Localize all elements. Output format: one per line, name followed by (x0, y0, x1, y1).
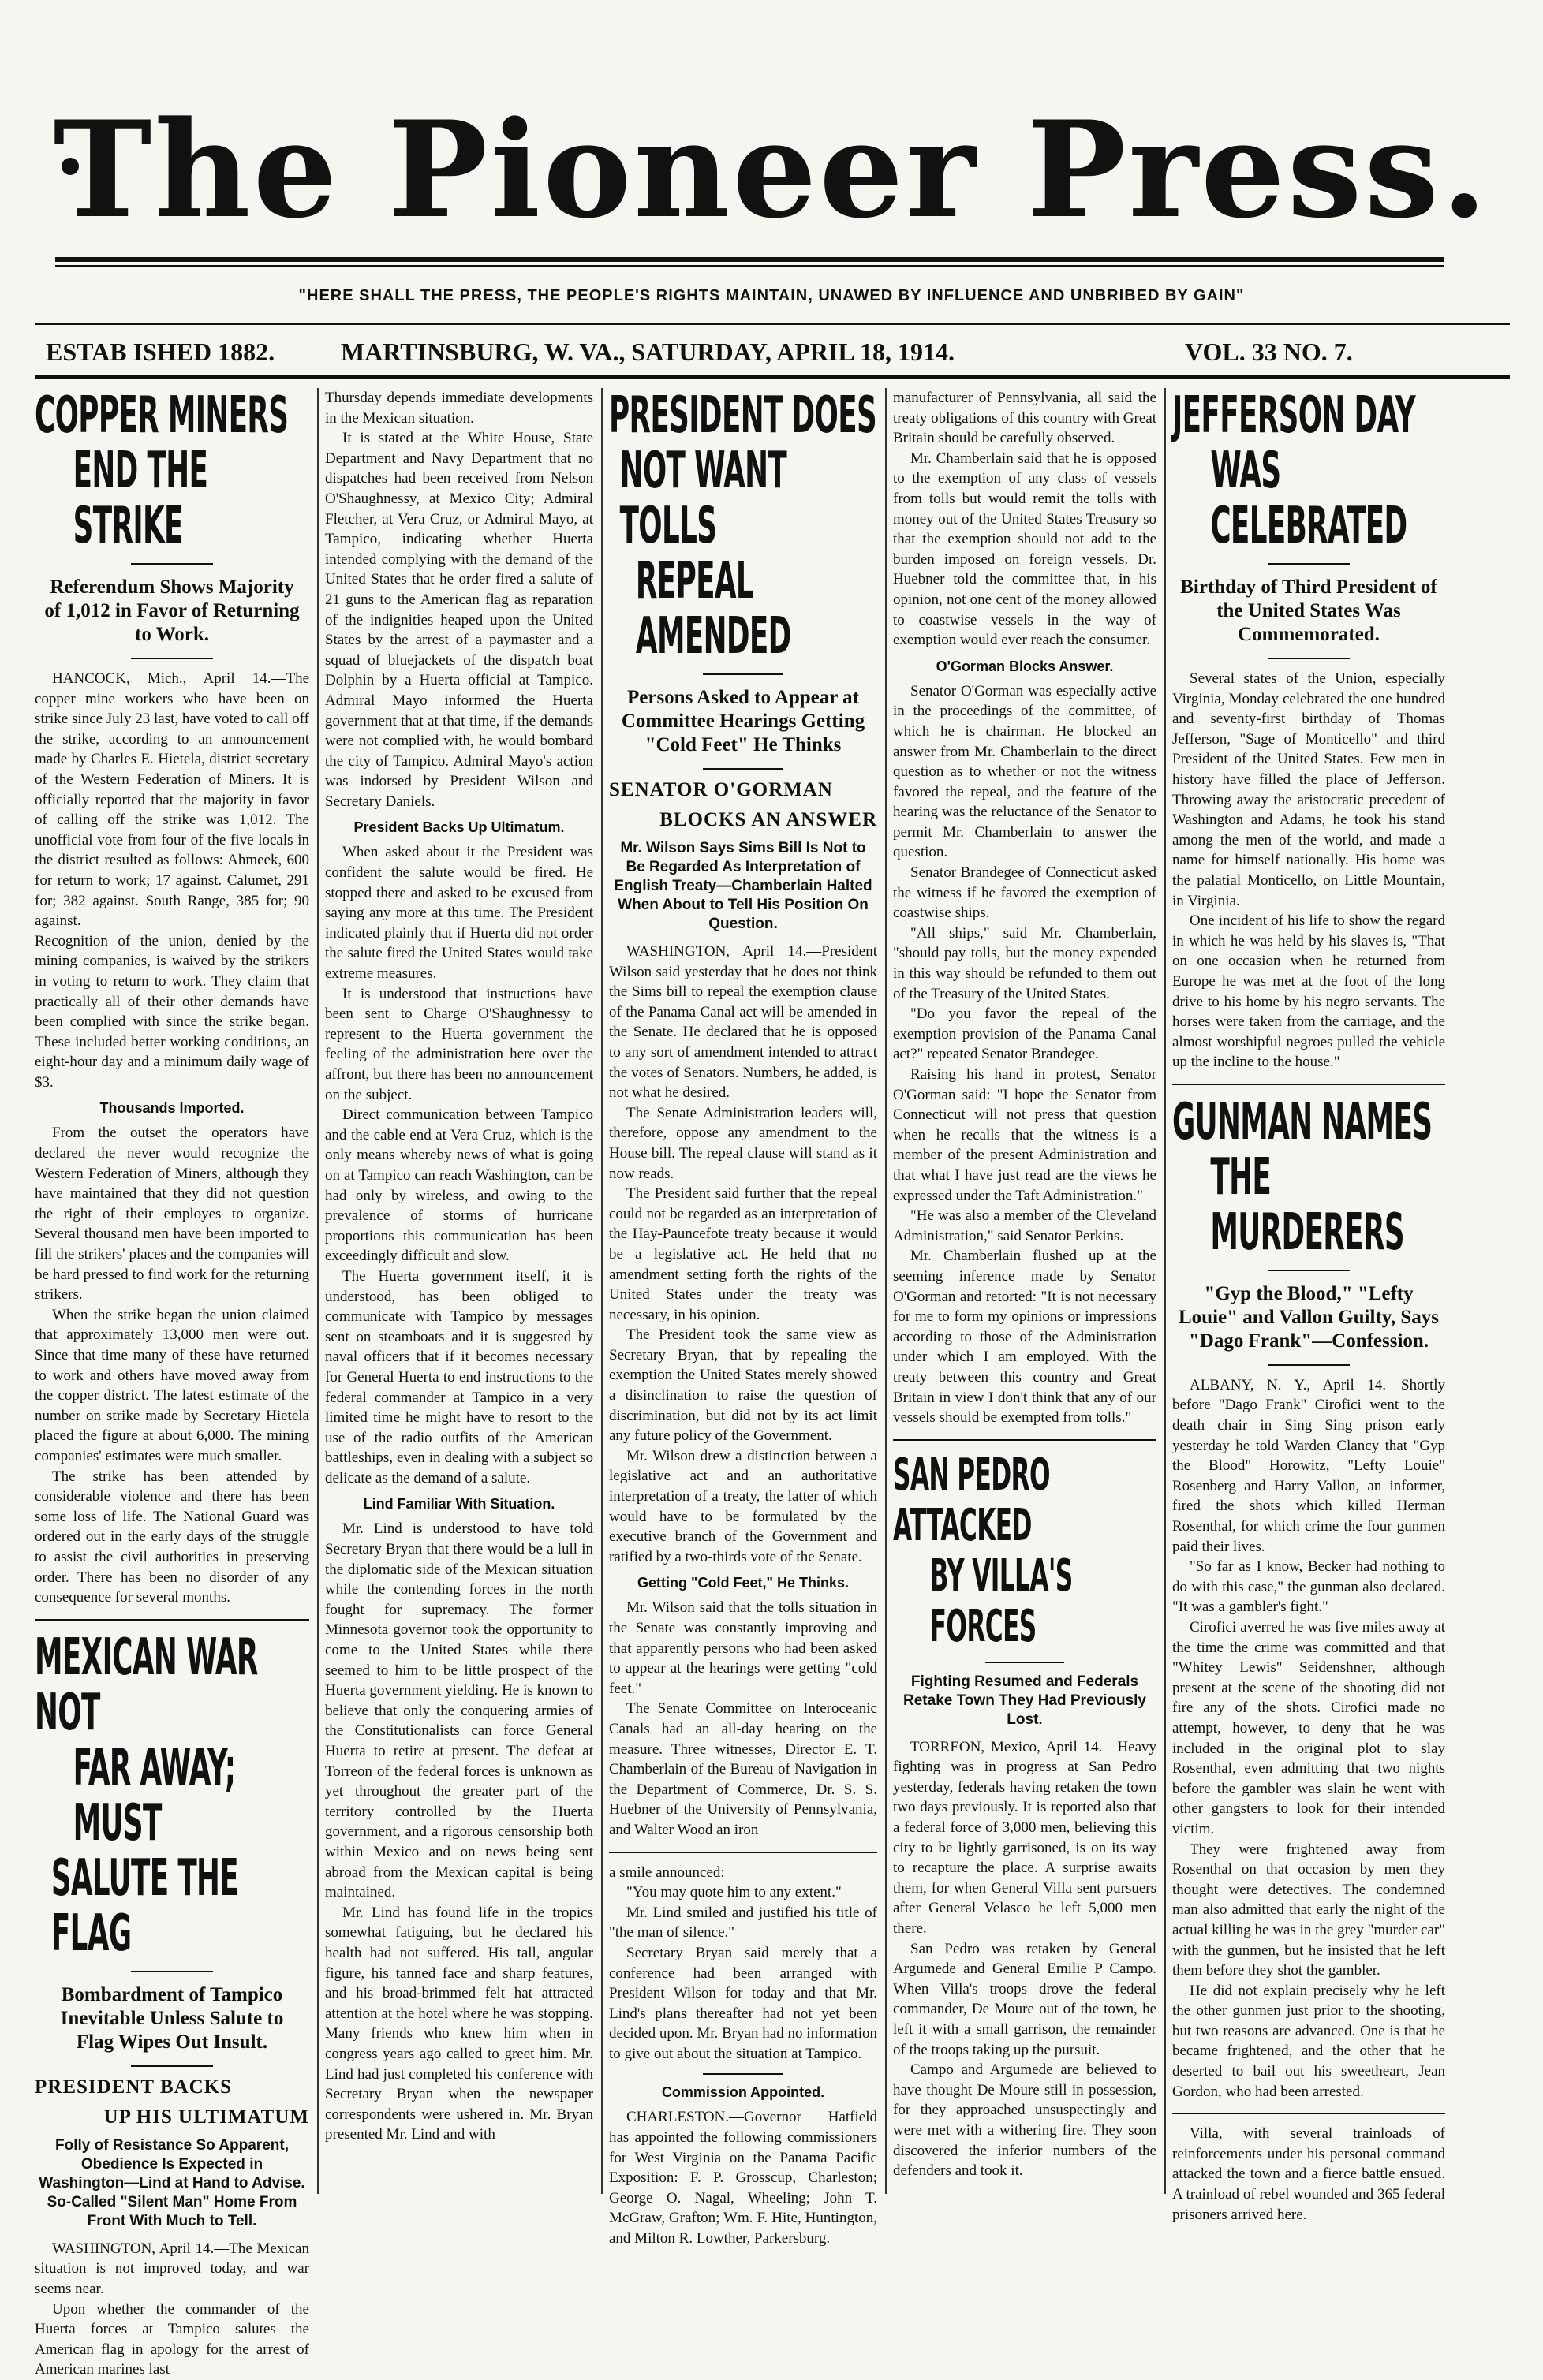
divider (703, 768, 783, 770)
subhead: Lind Familiar With Situation. (363, 1496, 555, 1513)
divider (703, 2073, 783, 2075)
headline-san-pedro (893, 1450, 1156, 1652)
divider (35, 1619, 309, 1621)
article-paragraph: San Pedro was retaken by General Argumede and General Emilie P Campo. When Villa's troops drove the federal commander, De Moure out of the town, he left it with a small garrison, the remainder of the troops taking up the pursuit. (893, 1940, 1156, 2058)
article-paragraph: TORREON, Mexico, April 14.—Heavy fighting was in progress at San Pedro yesterday, federals having retaken the town two days previously. It is reported also that a federal force of 3,000 men, believing this city to be lightly garrisoned, is on its way to recapture the place. A surprise awaits them, for when General Villa sent pursuers after General Velasco he left 5,000 men there. (893, 1738, 1156, 1938)
deck-gunman-names: "Gyp the Blood," "Lefty Louie" and Vallon Guilty, Says "Dago Frank"—Confession. (1179, 1282, 1439, 1352)
article-paragraph: Mr. Chamberlain flushed up at the seeming inference made by Senator O'Gorman and retorted: "It is not necessary for me to form my opinions or impressions according to those of the Administration under which I am employed. With the treaty between this country and Great Britain in view I don't think that any of our vessels should be exempted from tolls." (893, 1248, 1156, 1427)
article-paragraph: It is understood that instructions have been sent to Charge O'Shaughnessy to represent to the Huerta government the feeling of the administration here over the affront, but there has been no announcement on the subject. (325, 985, 593, 1103)
subhead: Thousands Imported. (99, 1100, 245, 1117)
headline-president-backs: PRESIDENT BACKS (35, 2076, 233, 2098)
article-paragraph: Senator O'Gorman was especially active in the proceedings of the committee, of which he is chairman. He blocked an answer from Mr. Chamberlain to the direct question as to whether or not the witness favored the repeal, and the feature of the hearing was the reluctance of the Senator to permit Mr. Chamberlain to answer the question. (893, 682, 1156, 861)
article-paragraph: "He was also a member of the Cleveland Administration," said Senator Perkins. (893, 1207, 1156, 1244)
headline-mexican-war (35, 1630, 308, 1961)
article-paragraph: Mr. Lind has found life in the tropics somewhat fatiguing, but he declared his health had not suffered. His tall, angular figure, his tanned face and sharp features, and his broad-brimmed felt hat attracted attention at the hotel where he was stopping. Many friends who knew him when in congress years ago called to greet him. Mr. Lind had just completed his conference with Secretary Bryan when the newspaper correspondents were ushered in. Mr. Bryan presented Mr. Lind and with (325, 1904, 593, 2143)
deck-copper-miners: Referendum Shows Majority of 1,012 in Favor of Returning to Work. (44, 576, 300, 645)
article-paragraph: Senator Brandegee of Connecticut asked the witness if he favored the exemption of coastwise ships. (893, 864, 1156, 922)
column-5 (1172, 386, 1445, 2223)
headline-line: NOT WANT TOLLS (619, 442, 787, 555)
headline-line: GUNMAN NAMES (1172, 1092, 1433, 1151)
dateline-established: ESTAB ISHED 1882. (46, 338, 275, 366)
headline-line: MEXICAN WAR NOT (35, 1628, 258, 1742)
dateline-volume: VOL. 33 NO. 7. (1185, 338, 1353, 366)
article-paragraph: "All ships," said Mr. Chamberlain, "should pay tolls, but the money expended in this way should be refunded to them out of the Treasury of the United States. (893, 924, 1156, 1002)
deck-president-tolls: Persons Asked to Appear at Committee Hearings Getting "Cold Feet" He Thinks (621, 687, 865, 755)
subhead: Getting "Cold Feet," He Thinks. (637, 1575, 850, 1591)
article-paragraph: He did not explain precisely why he left the other gunmen just prior to the shooting, but two reasons are advanced. One is that he became frightened, and the other that he deserted to bail out his sweetheart, Jean Gordon, who had been arrested. (1172, 1982, 1445, 2100)
dateline-location-date: MARTINSBURG, W. VA., SATURDAY, APRIL 18, 1914. (341, 338, 955, 366)
subhead: Commission Appointed. (661, 2084, 825, 2101)
column-rule-2 (601, 388, 603, 2194)
subhead: President Backs Up Ultimatum. (353, 819, 565, 836)
headline-senator-ogorman-2: BLOCKS AN ANSWER (659, 809, 877, 830)
article-paragraph: Mr. Wilson said that the tolls situation in the Senate was constantly improving and that apparently persons who had been asked to appear at the hearings were getting "cold feet." (609, 1599, 877, 1697)
article-paragraph: The Huerta government itself, it is understood, has been obliged to communicate with Tampico by messages sent on steamboats and it is suggested by naval officers that if it becomes necessary for General Huerta to end instructions to the federal commander at Tampico in a very limited time he might have to resort to the use of the radio outfits of the American battleships, even in dealing with a subject so delicate as the demand of a salute. (325, 1267, 593, 1487)
headline-line: THE MURDERERS (1210, 1147, 1404, 1262)
divider (893, 1439, 1156, 1441)
headline-line: REPEAL AMENDED (635, 552, 791, 666)
column-1 (35, 386, 309, 2378)
article-paragraph: Secretary Bryan said merely that a conference had been arranged with President Wilson for today and that Mr. Lind's plans thereafter had not yet been decided upon. Mr. Bryan had no information to give out about the situation at Tampico. (609, 1944, 877, 2062)
headline-president-backs-2: UP HIS ULTIMATUM (103, 2106, 309, 2128)
deck-san-pedro: Fighting Resumed and Federals Retake Town They Had Previously Lost. (903, 1673, 1146, 1728)
headline-line: WAS CELEBRATED (1210, 442, 1407, 555)
article-paragraph: Several states of the Union, especially Virginia, Monday celebrated the one hundred and seventy-first birthday of Thomas Jefferson, "Sage of Monticello" and third President of the United States. Few men in history have filled the place of Jefferson. Throwing away the aristocratic precedent of Washington and Adams, he took his stand among the men of the world, and made a name for himself nationally. His home was the palatial Monticello, on Little Mountain, in Virginia. (1172, 670, 1445, 909)
divider (609, 1852, 877, 1853)
article-paragraph: The strike has been attended by considerable violence and there has been some loss of life. The National Guard was ordered out in the early days of the struggle to assist the civil authorities in preserving order. There has been no disorder of any consequence for several months. (35, 1468, 309, 1606)
article-paragraph: a smile announced: (609, 1863, 725, 1881)
article-paragraph: They were frightened away from Rosenthal on that occasion by men they thought were detectives. The condemned man also admitted that early the night of the actual killing he was in the grey "murder car" with the gunmen, but he insisted that he left them before they shot the gambler. (1172, 1841, 1445, 1979)
article-paragraph: The Senate Administration leaders will, therefore, oppose any amendment to the House bill. The repeal clause will stand as it now reads. (609, 1104, 877, 1182)
article-paragraph: Direct communication between Tampico and the cable end at Vera Cruz, which is the only means whereby news of what is going on at Tampico can reach Washington, can be had only by wireless, and owing to the prevalence of storms of hurricane proportions this communication has been exceedingly difficult and slow. (325, 1106, 593, 1265)
column-4 (893, 388, 1156, 2194)
article-paragraph: Mr. Lind is understood to have told Secretary Bryan that there would be a lull in the diplomatic side of the Mexican situation while the contending forces in the north fought for supremacy. The former Minnesota governor took the opportunity to come to the United States while there seemed to him to be little prospect of the Huerta government yielding. He is known to believe that only the conquering armies of the Constitutionalists can force General Huerta to retire at present. The defeat at Torreon of the federal forces is unknown as yet throughout the greater part of the territory controlled by the Huerta government, and a rigorous censorship both within Mexico and on news being sent abroad from the Mexican capital is being maintained. (325, 1520, 593, 1901)
article-paragraph: HANCOCK, Mich., April 14.—The copper mine workers who have been on strike since July 23 last, have voted to call off the strike, according to an announcement made by Charles E. Hietela, district secretary of the Western Federation of Miners. It is officially reported that the majority in favor of calling off the strike was 1,012. The unofficial vote from four of the five locals in the district resulted as follows: Ahmeek, 600 for return to work; 17 against. Calumet, 291 for; 382 against. South Range, 385 for; 90 against. (35, 670, 309, 930)
article-paragraph: "You may quote him to any extent." (626, 1884, 842, 1901)
column-rule-1 (317, 388, 319, 2194)
headline-jefferson-day (1172, 388, 1444, 554)
divider (1172, 1084, 1445, 1085)
article-paragraph: "So far as I know, Becker had nothing to do with this case," the gunman also declared. "It was a gambler's fight." (1172, 1558, 1445, 1616)
divider (131, 1971, 213, 1972)
article-paragraph: Recognition of the union, denied by the mining companies, is waived by the strikers in voting to return to work. They claim that practically all of their other demands have been complied with since the strike began. These included better working conditions, an eight-hour day and a minimum daily wage of $3. (35, 932, 309, 1091)
headline-line: SALUTE THE FLAG (50, 1848, 239, 1963)
dateline-rule-top (35, 323, 1510, 325)
article-paragraph: It is stated at the White House, State Department and Navy Department that no dispatches had been received from Nelson O'Shaughnessy, at Mexico City; Admiral Fletcher, at Vera Cruz, or Admiral Mayo, at Tampico, indicating whether Huerta intended complying with the demand of the United States that he order fired a salute of 21 guns to the American flag as reparation of the indignities heaped upon the United States by the arrest of a paymaster and a squad of bluejackets of the dispatch boat Dolphin by a Huerta official at Tampico. Admiral Mayo informed the Huerta government that at that time, if the demands were not complied with, he would bombard the city of Tampico. Admiral Mayo's action was indorsed by President Wilson and Secretary Daniels. (325, 430, 593, 810)
divider (1268, 658, 1350, 659)
article-paragraph: The President took the same view as Secretary Bryan, that by repealing the exemption the United States merely showed a disinclination to raise the question of discrimination, but did not by its act limit any future policy of the Government. (609, 1326, 877, 1445)
headline-line: FAR AWAY; MUST (73, 1738, 236, 1852)
dateline-rule-bottom (35, 375, 1510, 379)
divider (1268, 1364, 1350, 1366)
article-paragraph: When asked about it the President was confident the salute would be fired. He stopped there and asked to be excused from saying any more at this time. The President indicated plainly that if Huerta did not order the salute fired the United States would take extreme measures. (325, 844, 593, 983)
subhead: O'Gorman Blocks Answer. (936, 658, 1114, 674)
article-paragraph: "Do you favor the repeal of the exemption provision of the Panama Canal act?" repeated Senator Brandegee. (893, 1005, 1156, 1063)
divider (1268, 1270, 1350, 1271)
article-paragraph: Upon whether the commander of the Huerta forces at Tampico salutes the American flag in apology for the arrest of American marines last (35, 2300, 309, 2378)
article-paragraph: From the outset the operators have declared the never would recognize the Western Federation of Miners, although they have maintained that they did not question the right of their employes to organize. Several thousand men have been imported to fill the strikers' places and the companies will be hard pressed to find work for the returning strikers. (35, 1125, 309, 1304)
masthead-motto: "HERE SHALL THE PRESS, THE PEOPLE'S RIGHTS MAINTAIN, UNAWED BY INFLUENCE AND UNBRIBED BY GAIN" (298, 287, 1245, 304)
article-paragraph: CHARLESTON.—Governor Hatfield has appointed the following commissioners for West Virginia on the Panama Pacific Exposition: F. P. Grosscup, Charleston; George O. Nagal, Wheeling; John T. McGraw, Grafton; Wm. F. Hite, Huntington, and Milton R. Lowther, Parkersburg. (609, 2109, 877, 2248)
deck-mexican-war: Bombardment of Tampico Inevitable Unless Salute to Flag Wipes Out Insult. (60, 1983, 284, 2053)
article-paragraph: When the strike began the union claimed that approximately 13,000 men were out. Since that time many of these have returned to work and others have moved away from the copper district. The latest estimate of the number on strike made by Secretary Hietela placed the figure at about 6,000. The mining companies' estimates were much smaller. (35, 1306, 309, 1464)
headline-line: SAN PEDRO ATTACKED (893, 1449, 1050, 1551)
headline-president-tolls (609, 388, 876, 664)
headline-line: JEFFERSON DAY (1172, 386, 1415, 445)
article-paragraph: Mr. Chamberlain said that he is opposed to the exemption of any class of vessels from tolls but would remit the tolls with money out of the United States Treasury so that the exemption should not add to the burden imposed on foreign vessels. Dr. Huebner told the committee that, in his opinion, not one cent of the money allowed to coastwise vessels in the way of exemption would ever reach the consumer. (893, 450, 1156, 649)
masthead-rule-bottom (55, 265, 1444, 267)
headline-line: COPPER MINERS (35, 386, 289, 445)
column-2 (325, 388, 593, 2194)
divider (703, 673, 783, 675)
article-paragraph: manufacturer of Pennsylvania, all said the treaty obligations of this country with Great Britain should be carefully observed. (893, 390, 1156, 447)
article-paragraph: WASHINGTON, April 14.—The Mexican situation is not improved today, and war seems near. (35, 2240, 309, 2297)
article-paragraph: Campo and Argumede are believed to have thought De Moure still in possession, for they approached unsuspectingly and were met with a withering fire. They soon discovered the inferior numbers of the defenders and took it. (893, 2061, 1156, 2180)
article-paragraph: The President said further that the repeal could not be regarded as an interpretation of the Hay-Pauncefote treaty because it would be a legislative act. He held that no amendment setting forth the rights of the United States under the treaty was necessary, in his opinion. (609, 1185, 877, 1323)
article-paragraph: Mr. Lind smiled and justified his title of "the man of silence." (609, 1904, 877, 1942)
divider (1268, 563, 1350, 565)
deck-senator-ogorman: Mr. Wilson Says Sims Bill Is Not to Be Regarded As Interpretation of English Treaty—Chamberlain Halted When About to Tell His Position On Question. (614, 840, 872, 932)
article-paragraph: Villa, with several trainloads of reinforcements under his personal command attacked the town and a fierce battle ensued. A trainload of rebel wounded and 365 federal prisoners arrived here. (1172, 2125, 1445, 2223)
article-paragraph: The Senate Committee on Interoceanic Canals had an all-day hearing on the measure. Three witnesses, Director E. T. Chamberlain of the Bureau of Navigation in the Department of Commerce, Dr. S. S. Huebner of the University of Pennsylvania, and Walter Wood an iron (609, 1700, 877, 1838)
column-rule-3 (885, 388, 887, 2194)
article-paragraph: Raising his hand in protest, Senator O'Gorman said: "I hope the Senator from Connecticut will not press that question when he recalls that the witness is a member of the present Administration and that what I have just read are the views he expressed under the Taft Administration." (893, 1066, 1156, 1204)
column-rule-4 (1164, 388, 1166, 2194)
divider (131, 563, 213, 565)
divider (985, 1662, 1064, 1663)
article-paragraph: Cirofici averred he was five miles away at the time the crime was committed and that "Whitey Lewis" Seidenshner, although present at the scene of the shooting did not fire any of the shots. Cirofici made no attempt, however, to deny that he was included in the original plot to slay Rosenthal, even admitting that two nights before the gambler was slain he went with other gangsters to look for their intended victim. (1172, 1619, 1445, 1837)
divider (1172, 2113, 1445, 2114)
divider (131, 2065, 213, 2067)
article-paragraph: WASHINGTON, April 14.—President Wilson said yesterday that he does not think the Sims bill to repeal the exemption clause of the Panama Canal act will be amended in the Senate. He declared that he is opposed to any sort of amendment intended to attract the votes of Senators. Numbers, he added, is not what he desired. (609, 943, 877, 1102)
headline-gunman-names (1172, 1092, 1444, 1262)
masthead-rule-top (55, 257, 1444, 262)
article-paragraph: ALBANY, N. Y., April 14.—Shortly before "Dago Frank" Cirofici went to the death chair in Sing Sing prison early yesterday he told Warden Clancy that "Gyp the Blood" Horowitz, "Lefty Louie" Rosenberg and Harry Vallon, an informer, fired the shots which killed Herman Rosenthal, for which crime the four gunmen paid their lives. (1172, 1376, 1445, 1555)
headline-line: PRESIDENT DOES (609, 386, 877, 445)
column-3 (609, 386, 877, 2248)
divider (131, 658, 213, 659)
headline-line: END THE STRIKE (73, 442, 208, 555)
headline-senator-ogorman: SENATOR O'GORMAN (609, 779, 833, 800)
article-paragraph: One incident of his life to show the regard in which he was held by his slaves is, "That on one occasion when he returned from Europe he was met at the foot of the long drive to his home by his negro servants. The horses were taken from the carriage, and the almost worshipful negroes pulled the vehicle up the incline to the house." (1172, 912, 1445, 1071)
masthead-title: The Pioneer Press. (53, 91, 1490, 248)
article-paragraph: Mr. Wilson drew a distinction between a legislative act and an authoritative interpretation of a treaty, the latter of which would have to be formulated by the executive branch of the Government and ratified by a two-thirds vote of the Senate. (609, 1447, 877, 1565)
headline-line: BY VILLA'S FORCES (929, 1550, 1073, 1652)
article-paragraph: Thursday depends immediate developments in the Mexican situation. (325, 390, 593, 427)
headline-copper-miners (35, 388, 308, 554)
deck-jefferson-day: Birthday of Third President of the United States Was Commemorated. (1180, 576, 1437, 645)
deck-president-backs: Folly of Resistance So Apparent, Obedience Is Expected in Washington—Lind at Hand to Advise. So-Called "Silent Man" Home From Front With Much to Tell. (39, 2136, 305, 2229)
